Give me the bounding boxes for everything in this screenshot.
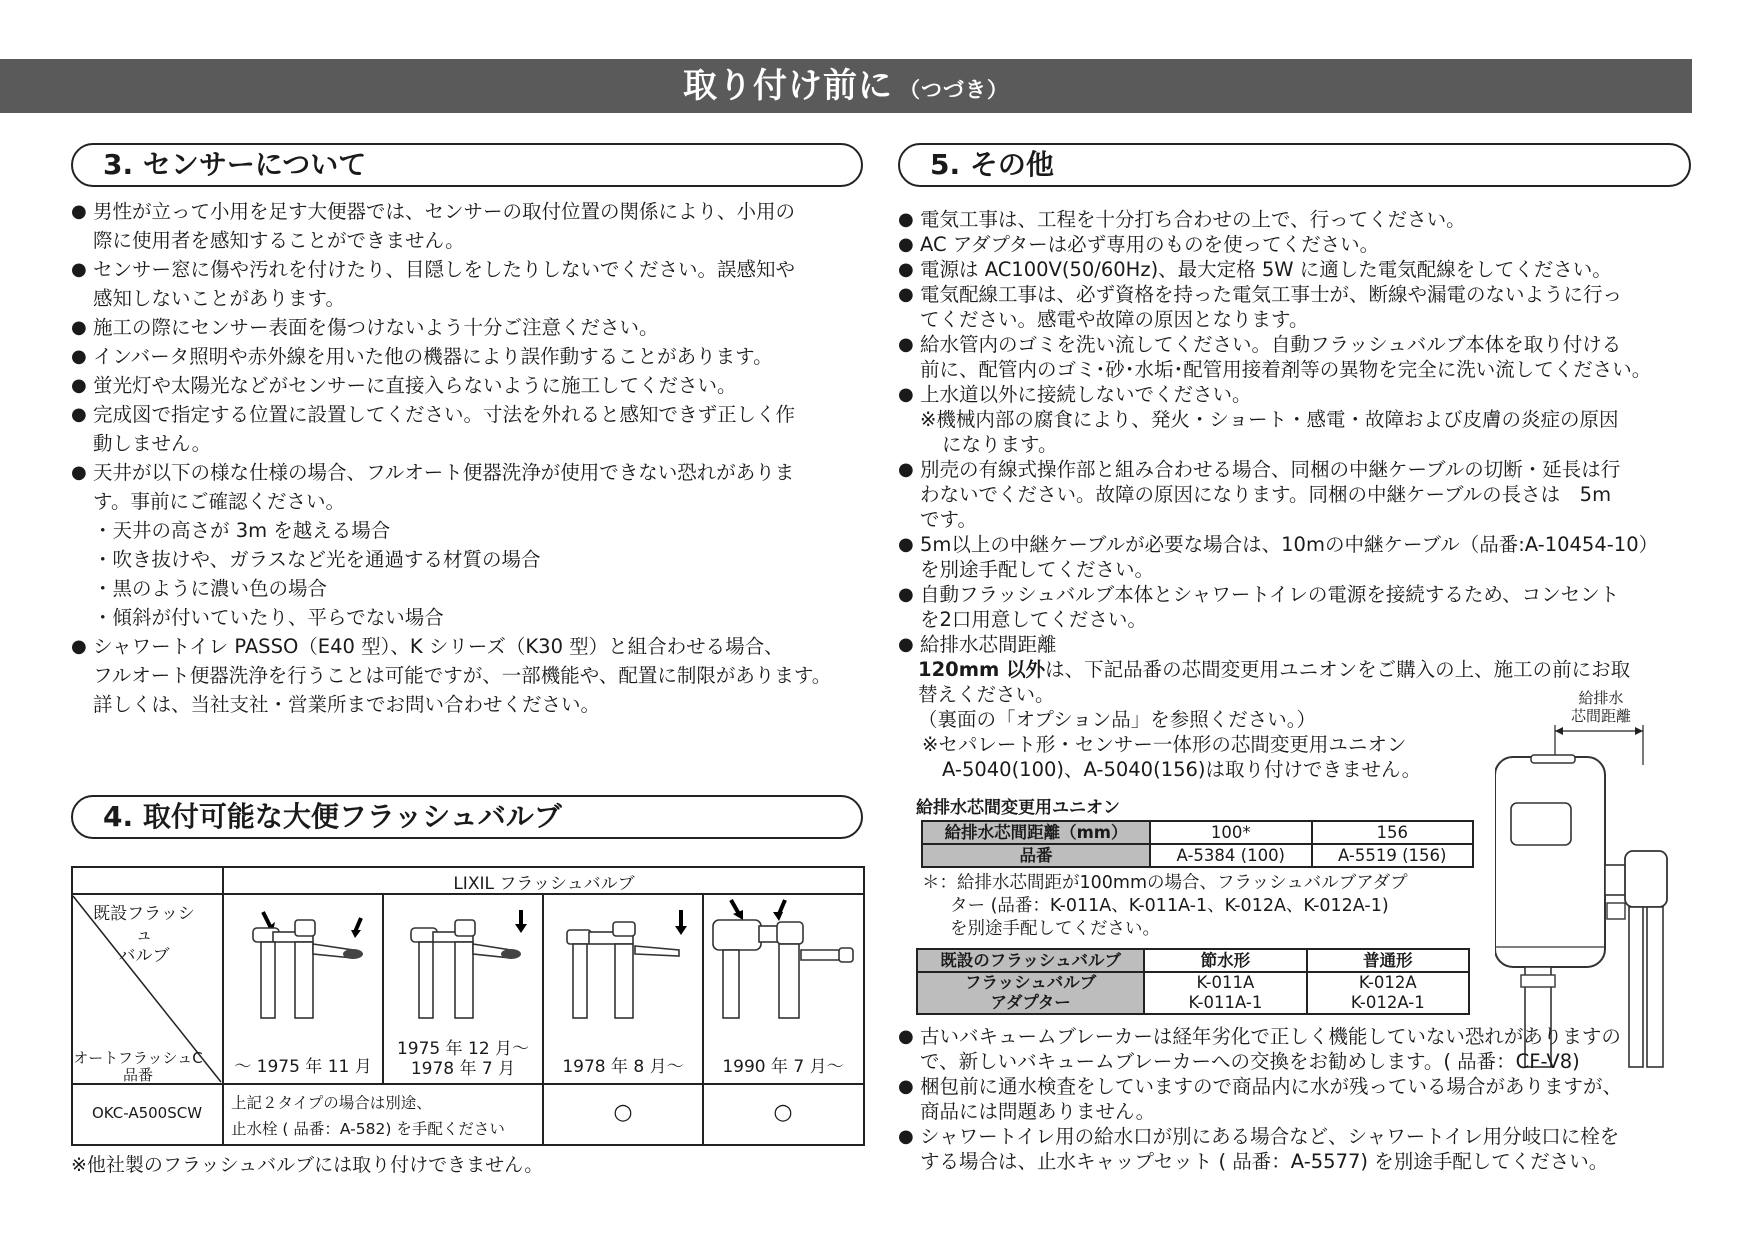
section-3-line-4: ● 施工の際にセンサー表面を傷つけないよう十分ご注意ください。 xyxy=(71,313,871,342)
adapter-saving-codes xyxy=(1144,972,1306,1014)
pitch-line1 xyxy=(918,657,1698,682)
period-1: ～ 1975 年 11 月 xyxy=(234,1057,372,1077)
section-5-line-13: ● 5m以上の中継ケーブルが必要な場合は、10mの中継ケーブル（品番:A-10454-10） xyxy=(898,532,1698,557)
section-3-line-1: 際に使用者を感知することができません。 xyxy=(93,229,465,252)
pitch-line4: ※セパレート形・センサー一体形の芯間変更用ユニオン xyxy=(922,733,1407,756)
merged-note-line1: 上記２タイプの場合は別途、 xyxy=(231,1094,432,1112)
section-5-line-4: てください。感電や故障の原因となります。 xyxy=(920,308,1309,331)
section-5-line-8: ※機械内部の腐食により、発火・ショート・感電・故障および皮膚の炎症の原因 xyxy=(920,408,1619,431)
adapter-normal-code2: K-012A-1 xyxy=(1350,993,1425,1012)
section-4-heading: 4. 取付可能な大便フラッシュバルブ xyxy=(71,795,863,839)
union-row-2 xyxy=(922,844,1473,867)
section-3-line-9: ● 天井が以下の様な仕様の場合、フルオート便器洗浄が使用できない恐れがありま xyxy=(71,458,871,487)
auto-flush-valve-drawing xyxy=(1495,725,1705,1075)
section-5-heading: 5. その他 xyxy=(898,143,1691,187)
section-5-bottom-list xyxy=(898,1024,1698,1174)
union-row1-100: 100* xyxy=(1150,821,1311,844)
diag-bottom-line1: オートフラッシュC xyxy=(73,1049,203,1067)
union-row-1 xyxy=(922,821,1473,844)
section-3-line-3: 感知しないことがあります。 xyxy=(93,287,345,310)
union-row2-label: 品番 xyxy=(922,844,1150,867)
section-3-list xyxy=(71,197,871,719)
section-3-line-15: ● シャワートイレ PASSO（E40 型）、K シリーズ（K30 型）と組合わせる場合、 xyxy=(71,632,871,661)
union-caption: 給排水芯間変更用ユニオン xyxy=(916,798,1120,818)
section-5-line-7: ● 上水道以外に接続しないでください。 xyxy=(898,382,1698,407)
section-5-line-16: を2口用意してください。 xyxy=(920,608,1147,631)
section-5-line-5: ● 給水管内のゴミを洗い流してください。自動フラッシュバルブ本体を取り付ける xyxy=(898,332,1698,357)
period-2-line2: 1978 年 7 月 xyxy=(410,1059,516,1079)
diag-bottom-line2: 品番 xyxy=(122,1066,153,1084)
adapter-header-normal: 普通形 xyxy=(1307,949,1469,972)
section-3-line-5: ● インバータ照明や赤外線を用いた他の機器により誤作動することがあります。 xyxy=(71,342,871,371)
section-3-line-11: ・天井の高さが 3m を越える場合 xyxy=(93,519,391,542)
period-2-line1: 1975 年 12 月～ xyxy=(396,1039,530,1059)
section-5-bottom-line-5: する場合は、止水キャップセット ( 品番：A-5577) を別途手配してください。 xyxy=(920,1150,1609,1173)
section-3-line-17: 詳しくは、当社支社・営業所までお問い合わせください。 xyxy=(93,693,601,716)
diag-top-line1: 既設フラッシュ xyxy=(93,904,195,945)
adapter-row xyxy=(917,972,1469,1014)
adapter-label-line2: アダプター xyxy=(990,993,1071,1012)
section-5-list xyxy=(898,207,1698,657)
section-3-line-12: ・吹き抜けや、ガラスなど光を通過する材質の場合 xyxy=(93,548,541,571)
section-5-line-6: 前に、配管内のゴミ･砂･水垢･配管用接着剤等の異物を完全に洗い流してください。 xyxy=(920,358,1652,381)
union-row2-156: A-5519 (156) xyxy=(1312,844,1474,867)
section-5-line-12: です。 xyxy=(920,508,977,531)
adapter-header-row xyxy=(917,949,1469,972)
section-5-line-1: ● AC アダプターは必ず専用のものを使ってください。 xyxy=(898,232,1698,257)
section-5-bottom-line-0: ● 古いバキュームブレーカーは経年劣化で正しく機能していない恐れがありますの xyxy=(898,1024,1698,1049)
section-5-line-10: ● 別売の有線式操作部と組み合わせる場合、同梱の中継ケーブルの切断・延長は行 xyxy=(898,457,1698,482)
section-5-line-17: ● 給排水芯間距離 xyxy=(898,632,1698,657)
adapter-saving-code2: K-011A-1 xyxy=(1188,993,1263,1012)
adapter-normal-codes xyxy=(1307,972,1469,1014)
section-5-line-9: になります。 xyxy=(942,433,1058,456)
valve-drawing-1 xyxy=(233,900,373,1020)
period-4: 1990 年 7 月～ xyxy=(722,1057,844,1077)
diag-top-line2: バルブ xyxy=(118,946,170,966)
flush-valve-table xyxy=(71,866,865,1146)
diag-bottom-label xyxy=(73,1050,203,1084)
section-5-line-3: ● 電気配線工事は、必ず資格を持った電気工事士が、断線や漏電のないように行っ xyxy=(898,282,1698,307)
compat-mark-2: ○ xyxy=(773,1100,793,1125)
valve-drawing-4 xyxy=(711,896,861,1020)
page-title: 取り付け前に xyxy=(683,66,893,106)
pitch-line3: （裏面の「オプション品」を参照ください。） xyxy=(918,708,1316,731)
page-title-sub: （つづき） xyxy=(899,78,1009,102)
merged-note-line2: 止水栓 ( 品番：A-582) を手配ください xyxy=(231,1120,505,1138)
diag-top-label xyxy=(89,904,199,967)
section-3-line-6: ● 蛍光灯や太陽光などがセンサーに直接入らないように施工してください。 xyxy=(71,371,871,400)
merged-note xyxy=(231,1090,541,1142)
pitch-bold: 120mm 以外 xyxy=(918,658,1046,681)
section-3-heading: 3. センサーについて xyxy=(71,143,863,187)
product-code: OKC-A500SCW xyxy=(91,1104,203,1122)
section-3-line-14: ・傾斜が付いていたり、平らでない場合 xyxy=(93,606,444,629)
section-5-bottom-line-2: ● 梱包前に通水検査をしていますので商品内に水が残っている場合がありますが、 xyxy=(898,1074,1698,1099)
section-5-bottom-line-4: ● シャワートイレ用の給水口が別にある場合など、シャワートイレ用分岐口に栓を xyxy=(898,1124,1698,1149)
compat-mark-1: ○ xyxy=(613,1100,633,1125)
adapter-normal-code1: K-012A xyxy=(1358,973,1417,992)
section-5-line-0: ● 電気工事は、工程を十分打ち合わせの上で、行ってください。 xyxy=(898,207,1698,232)
section-3-line-7: ● 完成図で指定する位置に設置してください。寸法を外れると感知できず正しく作 xyxy=(71,400,871,429)
section-5-bottom-line-1: で、新しいバキュームブレーカーへの交換をお勧めします。( 品番：CF-V8) xyxy=(920,1050,1580,1073)
adapter-label xyxy=(917,972,1144,1014)
section-3-line-13: ・黒のように濃い色の場合 xyxy=(93,577,328,600)
union-note-line2: ター (品番：K-011A、K-011A-1、K-012A、K-012A-1) xyxy=(950,896,1389,916)
diagram-label xyxy=(1556,689,1646,725)
section-3-line-10: す。事前にご確認ください。 xyxy=(93,490,345,513)
union-note-line1: ＊：給排水芯間距が100mmの場合、フラッシュバルブアダプ xyxy=(922,873,1408,893)
section-5-bottom-line-3: 商品には問題ありません。 xyxy=(920,1100,1156,1123)
section-3-line-8: 動しません。 xyxy=(93,432,212,455)
union-note xyxy=(922,872,1408,941)
adapter-saving-code1: K-011A xyxy=(1196,973,1255,992)
section-3-line-16: フルオート便器洗浄を行うことは可能ですが、一部機能や、配置に制限があります。 xyxy=(93,664,832,687)
union-row2-100: A-5384 (100) xyxy=(1150,844,1311,867)
valve-drawing-3 xyxy=(553,900,693,1020)
section-3-line-0: ● 男性が立って小用を足す大便器では、センサーの取付位置の関係により、小用の xyxy=(71,197,871,226)
union-note-line3: を別途手配してください。 xyxy=(950,919,1160,939)
period-2 xyxy=(383,1039,543,1079)
adapter-label-line1: フラッシュバルブ xyxy=(964,973,1097,992)
page-title-bar xyxy=(0,59,1692,113)
section-5-line-14: を別途手配してください。 xyxy=(920,558,1155,581)
adapter-header-existing: 既設のフラッシュバルブ xyxy=(917,949,1144,972)
adapter-table xyxy=(916,948,1470,1015)
section-5-line-11: わないでください。故障の原因になります。同梱の中継ケーブルの長さは 5m xyxy=(920,483,1612,506)
diagram-label-line1: 給排水 xyxy=(1578,689,1624,707)
union-table xyxy=(921,820,1474,868)
union-row1-156: 156 xyxy=(1312,821,1474,844)
adapter-header-saving: 節水形 xyxy=(1144,949,1306,972)
pitch-rest: は、下記品番の芯間変更用ユニオンをご購入の上、施工の前にお取 xyxy=(1045,658,1631,681)
section-5-line-2: ● 電源は AC100V(50/60Hz)、最大定格 5W に適した電気配線をしてください。 xyxy=(898,257,1698,282)
section-3-line-2: ● センサー窓に傷や汚れを付けたり、目隠しをしたりしないでください。誤感知や xyxy=(71,255,871,284)
pitch-line2: 替えください。 xyxy=(918,683,1055,706)
lixil-header: LIXIL フラッシュバルブ xyxy=(453,874,635,894)
pitch-line5: A-5040(100)、A-5040(156)は取り付けできません。 xyxy=(942,758,1422,781)
union-row1-label: 給排水芯間距離（mm） xyxy=(922,821,1150,844)
diagram-label-line2: 芯間距離 xyxy=(1570,707,1631,725)
section-5-line-15: ● 自動フラッシュバルブ本体とシャワートイレの電源を接続するため、コンセント xyxy=(898,582,1698,607)
valve-drawing-2 xyxy=(393,900,533,1020)
period-3: 1978 年 8 月～ xyxy=(562,1057,684,1077)
section-4-footnote: ※他社製のフラッシュバルブには取り付けできません。 xyxy=(71,1154,544,1176)
